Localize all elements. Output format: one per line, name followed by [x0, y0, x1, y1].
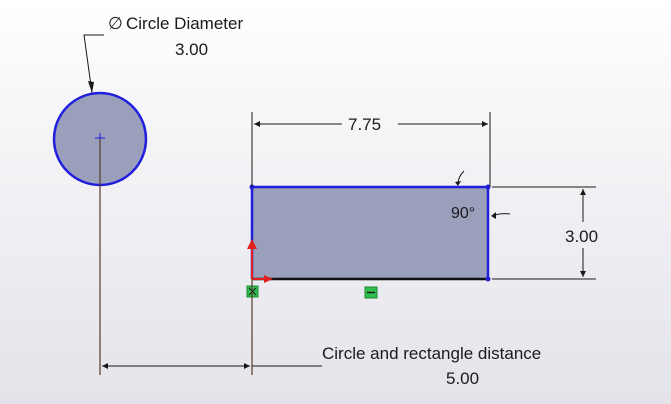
angle-arrow-right [491, 212, 496, 219]
distance-value[interactable]: 5.00 [446, 369, 480, 388]
distance-label[interactable]: Circle and rectangle distance [322, 344, 542, 363]
diameter-leader-line [84, 35, 104, 93]
angle-value[interactable]: 90° [451, 205, 476, 222]
width-dimension[interactable] [252, 112, 490, 187]
height-dimension[interactable] [492, 187, 598, 279]
angle-arrow-top [455, 181, 461, 186]
circle-diameter-dimension[interactable] [84, 14, 243, 93]
vertex-bottom-right[interactable] [486, 277, 491, 282]
diameter-leader-arrow [88, 81, 94, 93]
distance-dimension[interactable] [102, 344, 541, 388]
relation-horizontal-marker[interactable] [365, 287, 377, 298]
width-value[interactable]: 7.75 [348, 115, 382, 134]
diameter-label[interactable]: Circle Diameter [126, 14, 244, 33]
diameter-value[interactable]: 3.00 [175, 40, 209, 59]
rectangle-face[interactable] [252, 187, 488, 279]
sketch-rectangle[interactable] [250, 185, 491, 282]
height-value[interactable]: 3.00 [565, 227, 599, 246]
diameter-symbol: ∅ [108, 14, 123, 33]
